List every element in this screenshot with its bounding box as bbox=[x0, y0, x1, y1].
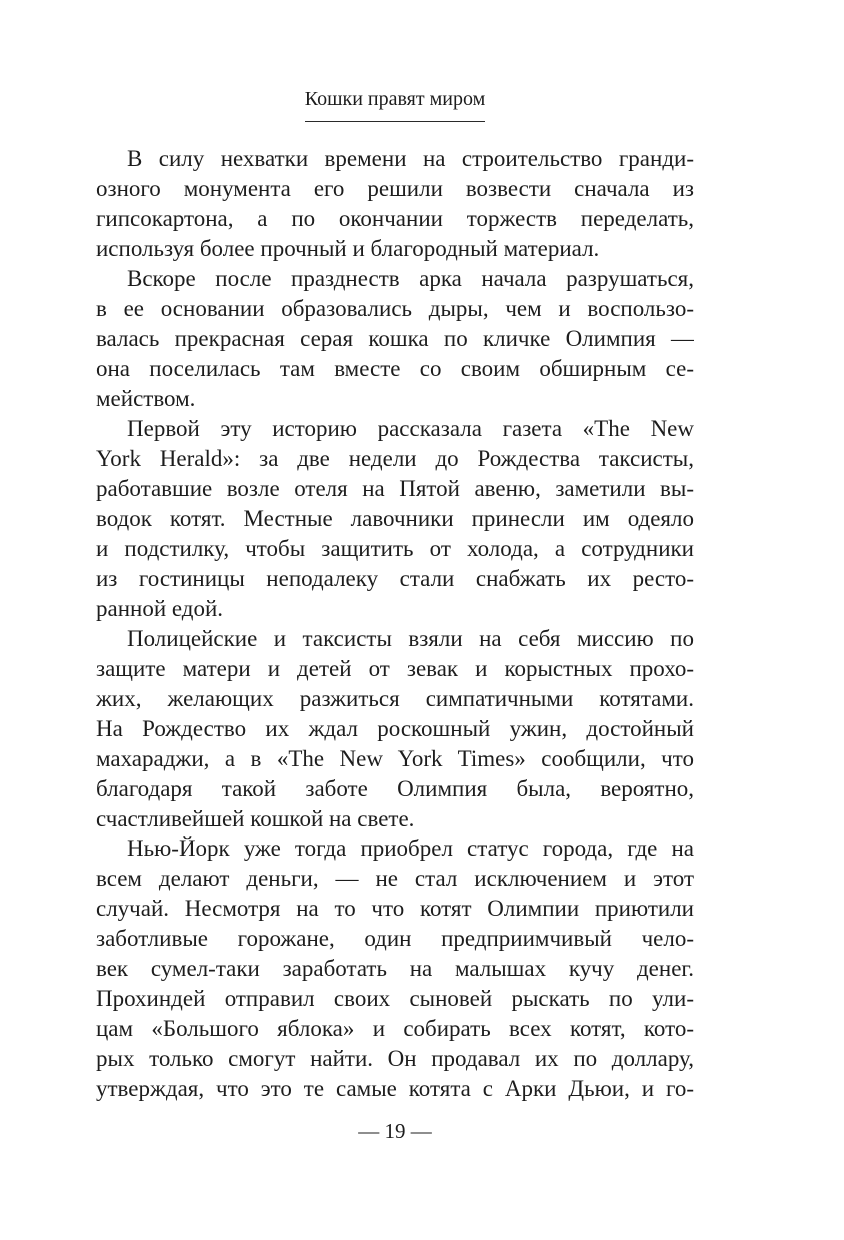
text-line: Первой эту историю рассказала газета «The New bbox=[127, 416, 694, 441]
text-line: она поселилась там вместе со своим обширным се- bbox=[96, 356, 694, 381]
text-line: ранной едой. bbox=[96, 596, 224, 621]
text-line: Нью-Йорк уже тогда приобрел статус города, где на bbox=[127, 836, 694, 861]
text-line: благодаря такой заботе Олимпия была, вероятно, bbox=[96, 776, 694, 801]
text-line: и подстилку, чтобы защитить от холода, а сотрудники bbox=[96, 536, 694, 561]
text-line: York Herald»: за две недели до Рождества таксисты, bbox=[96, 446, 694, 471]
text-line: утверждая, что это те самые котята с Арки Дьюи, и го- bbox=[96, 1076, 694, 1101]
text-line: работавшие возле отеля на Пятой авеню, заметили вы- bbox=[96, 476, 694, 501]
paragraph-3 bbox=[96, 414, 694, 624]
text-line: век сумел-таки заработать на малышах кучу денег. bbox=[96, 956, 694, 981]
paragraph-1 bbox=[96, 144, 694, 264]
text-line: махараджи, а в «The New York Times» сообщили, что bbox=[96, 746, 694, 771]
text-line: из гостиницы неподалеку стали снабжать их ресто- bbox=[96, 566, 694, 591]
text-line: В силу нехватки времени на строительство гранди- bbox=[127, 146, 694, 171]
paragraph-5 bbox=[96, 834, 694, 1104]
text-line: На Рождество их ждал роскошный ужин, достойный bbox=[96, 716, 694, 741]
text-line: Вскоре после празднеств арка начала разрушаться, bbox=[127, 266, 694, 291]
text-line: мейством. bbox=[96, 386, 196, 411]
text-line: цам «Большого яблока» и собирать всех котят, кото- bbox=[96, 1016, 694, 1041]
running-header: Кошки правят миром bbox=[304, 88, 486, 110]
page-body bbox=[96, 144, 694, 1104]
header-divider-rule bbox=[305, 121, 485, 122]
text-line: гипсокартона, а по окончании торжеств переделать, bbox=[96, 206, 694, 231]
text-line: рых только смогут найти. Он продавал их по доллару, bbox=[96, 1046, 694, 1071]
text-line: Прохиндей отправил своих сыновей рыскать по ули- bbox=[96, 986, 694, 1011]
text-line: используя более прочный и благородный материал. bbox=[96, 236, 600, 261]
text-line: заботливые горожане, один предприимчивый чело- bbox=[96, 926, 694, 951]
text-line: валась прекрасная серая кошка по кличке Олимпия — bbox=[96, 326, 694, 351]
text-line: счастливейшей кошкой на свете. bbox=[96, 806, 415, 831]
text-line: случай. Несмотря на то что котят Олимпии приютили bbox=[96, 896, 694, 921]
text-line: озного монумента его решили возвести сначала из bbox=[96, 176, 694, 201]
text-line: водок котят. Местные лавочники принесли им одеяло bbox=[96, 506, 694, 531]
text-line: всем делают деньги, — не стал исключением и этот bbox=[96, 866, 694, 891]
page-number: — 19 — bbox=[358, 1119, 432, 1143]
text-line: жих, желающих разжиться симпатичными котятами. bbox=[96, 686, 694, 711]
text-line: Полицейские и таксисты взяли на себя миссию по bbox=[127, 626, 694, 651]
text-line: защите матери и детей от зевак и корыстных прохо- bbox=[96, 656, 694, 681]
paragraph-4 bbox=[96, 624, 694, 834]
paragraph-2 bbox=[96, 264, 694, 414]
text-line: в ее основании образовались дыры, чем и воспользо- bbox=[96, 296, 694, 321]
